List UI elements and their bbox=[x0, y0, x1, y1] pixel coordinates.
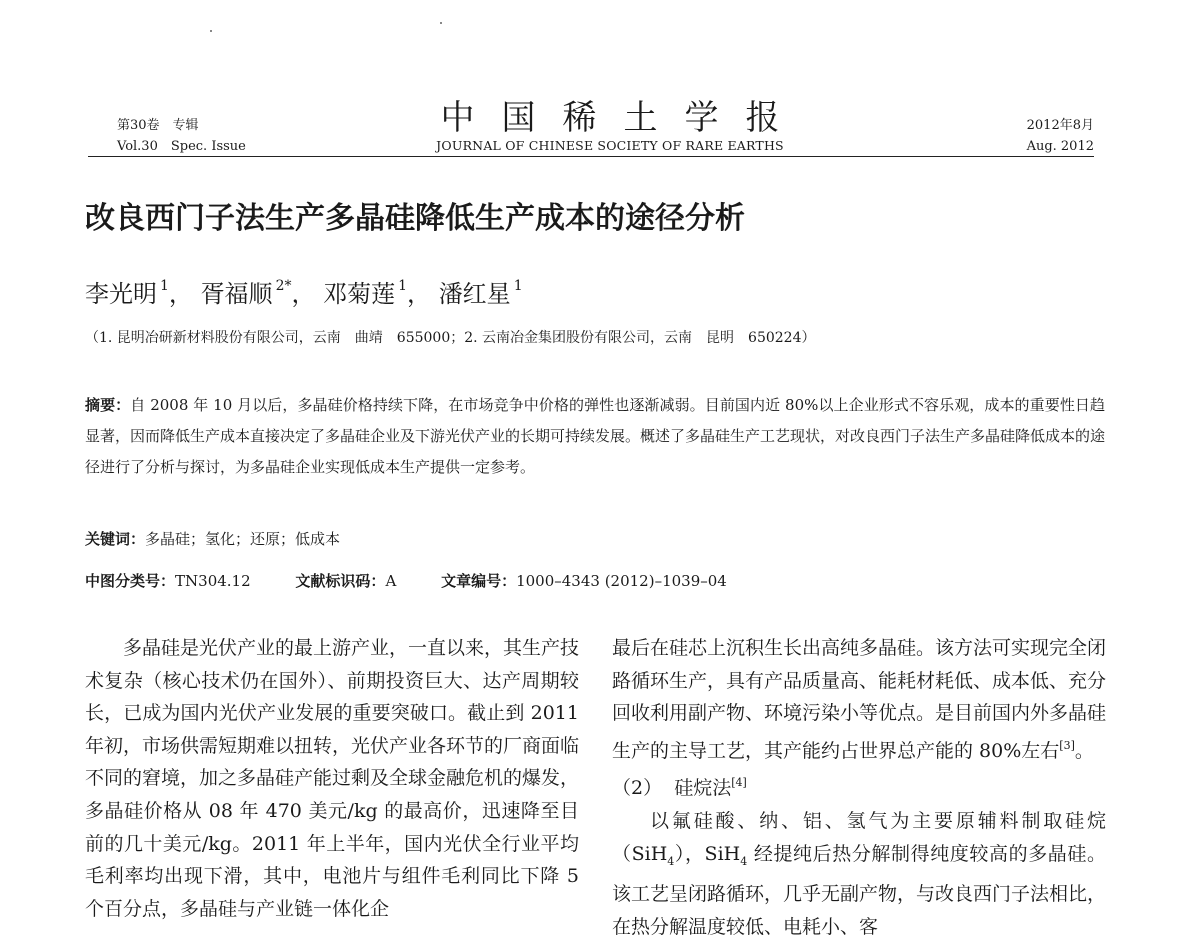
scan-speck bbox=[210, 30, 212, 32]
author-mark: 1 bbox=[160, 278, 169, 294]
class-number bbox=[85, 568, 251, 594]
affiliation: （1. 昆明冶研新材料股份有限公司，云南 曲靖 655000；2. 云南冶金集团股份有限公司，云南 昆明 650224） bbox=[85, 330, 816, 346]
section-subheading bbox=[612, 767, 1106, 805]
paragraph-text: 最后在硅芯上沉积生长出高纯多晶硅。该方法可实现完全闭路循环生产，具有产品质量高、能耗材耗低、成本低、充分回收利用副产物、环境污染小等优点。是目前国内外多晶硅生产的主导工艺，其产能约占世界总产能的 80%左右 bbox=[612, 637, 1107, 762]
paragraph-text: ），SiH bbox=[674, 842, 741, 865]
journal-title-en: JOURNAL OF CHINESE SOCIETY OF RARE EARTHS bbox=[436, 138, 784, 153]
articleno-value: 1000–4343 (2012)–1039–04 bbox=[516, 572, 727, 590]
header-journal bbox=[380, 98, 840, 154]
author-name: 胥福顺 bbox=[200, 280, 273, 308]
formula-subscript: 4 bbox=[740, 854, 748, 868]
journal-title-zh: 中国稀土学报 bbox=[440, 98, 807, 138]
formula-subscript: 4 bbox=[667, 854, 675, 868]
doccode-value: A bbox=[385, 572, 397, 590]
keywords bbox=[85, 526, 340, 552]
header-date bbox=[1027, 115, 1094, 157]
body-paragraph: 多晶硅是光伏产业的最上游产业，一直以来，其生产技术复杂（核心技术仍在国外）、前期投资巨大、达产周期较长，已成为国内光伏产业发展的重要突破口。截止到 2011 年初，市场供需短期难以扭转，光伏产业各环节的厂商面临不同的窘境，加之多晶硅产能过剩及全球金融危机的爆发，多晶硅价格从 08 年 470 美元/kg 的最高价，迅速降至目前的几十美元/kg。2011 年上半年，国内光伏全行业平均毛利率均出现下滑，其中，电池片与组件毛利同比下降 5 个百分点，多晶硅与产业链一体化企 bbox=[85, 637, 580, 920]
articleno-label: 文章编号： bbox=[441, 572, 517, 590]
header-rule bbox=[88, 156, 1094, 157]
paragraph-text: 以氟硅酸、纳、铝、氢气为主要原辅料制取硅烷（SiH bbox=[612, 809, 1106, 865]
author-mark: 1 bbox=[398, 278, 408, 294]
body-column-left bbox=[85, 632, 579, 925]
scan-speck bbox=[440, 22, 442, 24]
volume-zh: 第30卷 专辑 bbox=[117, 118, 199, 133]
article-title: 改良西门子法生产多晶硅降低生产成本的途径分析 bbox=[85, 201, 745, 236]
class-value: TN304.12 bbox=[175, 572, 251, 590]
paragraph-end: 。 bbox=[1074, 739, 1094, 762]
body-column-right bbox=[612, 632, 1106, 943]
keywords-text: 多晶硅；氢化；还原；低成本 bbox=[145, 530, 341, 548]
author-mark: 1 bbox=[513, 278, 523, 294]
abstract-label: 摘要： bbox=[85, 396, 131, 414]
subheading-text: 硅烷法 bbox=[674, 777, 732, 800]
citation-ref: [3] bbox=[1059, 738, 1075, 752]
author-name: 李光明 bbox=[85, 280, 157, 308]
abstract-text: 自 2008 年 10 月以后，多晶硅价格持续下降，在市场竞争中价格的弹性也逐渐减弱。目前国内近 80%以上企业形式不容乐观，成本的重要性日趋显著，因而降低生产成本直接决定了多晶硅企业及下游光伏产业的长期可持续发展。概述了多晶硅生产工艺现状，对改良西门子法生产多晶硅降低成本的途径进行了分析与探讨，为多晶硅企业实现低成本生产提供一定参考。 bbox=[85, 396, 1106, 476]
classification-line bbox=[85, 568, 767, 594]
abstract bbox=[85, 390, 1105, 483]
author-name: 潘红星 bbox=[438, 280, 511, 308]
body-paragraph bbox=[612, 632, 1106, 767]
keywords-label: 关键词： bbox=[85, 530, 146, 548]
document-code bbox=[295, 568, 396, 594]
class-label: 中图分类号： bbox=[85, 572, 176, 590]
doccode-label: 文献标识码： bbox=[295, 572, 386, 590]
author-mark: 2* bbox=[275, 278, 292, 294]
header-volume bbox=[117, 115, 246, 157]
date-en: Aug. 2012 bbox=[1026, 139, 1094, 154]
subheading-number: （2） bbox=[612, 777, 663, 800]
date-zh: 2012年8月 bbox=[1026, 118, 1094, 133]
author-list: 李光明 $^1$， 胥福顺 $^{2*}$， 邓菊莲 $^1$， 潘红星 $^1$ bbox=[85, 278, 523, 308]
paragraph-text: 经提纯后热分解制得纯度较高的多晶硅。该工艺呈闭路循环，几乎无副产物，与改良西门子法相比，在热分解温度较低、电耗小、客 bbox=[612, 842, 1107, 938]
citation-ref: [4] bbox=[731, 776, 747, 790]
article-number bbox=[441, 568, 727, 594]
body-paragraph bbox=[612, 805, 1106, 943]
author-name: 邓菊莲 bbox=[323, 280, 396, 308]
volume-en: Vol.30 Spec. Issue bbox=[117, 139, 246, 154]
